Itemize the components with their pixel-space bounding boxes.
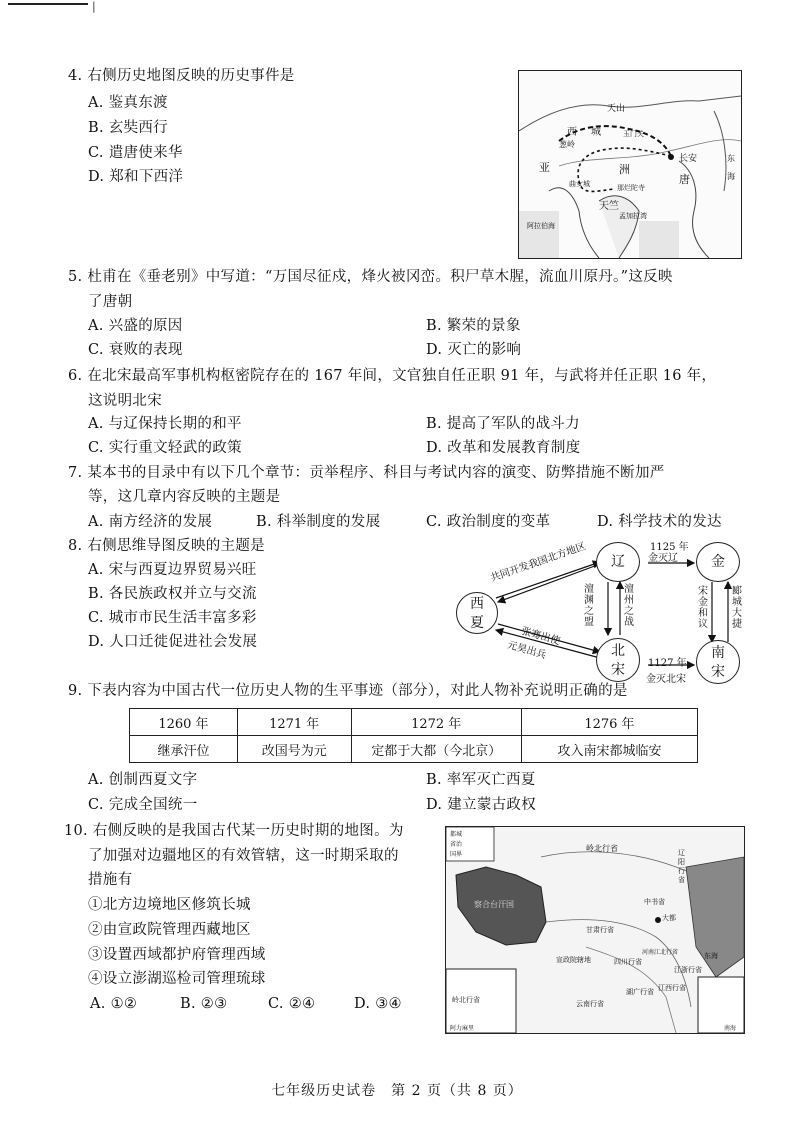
q4-stem: 4. 右侧历史地图反映的历史事件是 xyxy=(68,68,295,84)
q10-map-dadu: 大都 xyxy=(662,914,676,922)
q9-option-a: A. 创制西夏文字 xyxy=(88,772,198,788)
q8-node-beisong-label-2: 宋 xyxy=(611,662,625,678)
q8-edge-yancheng: 郾城大捷 xyxy=(732,586,742,630)
q8-edge-1127: 1127 年 xyxy=(648,658,687,669)
q8-option-b: B. 各民族政权并立与交流 xyxy=(88,586,257,602)
header-rule xyxy=(8,3,88,5)
q7-stem-line2: 等，这几章内容反映的主题是 xyxy=(88,489,281,505)
q4-map-label-changan: 长安 xyxy=(679,154,698,164)
q9-year-1276: 1276 年 xyxy=(521,709,697,736)
q4-option-a: A. 鉴真东渡 xyxy=(88,95,168,111)
q6-option-d: D. 改革和发展教育制度 xyxy=(426,440,581,456)
q6-stem-line1: 6. 在北宋最高军事机构枢密院存在的 167 年间，文官独自任正职 91 年，与武将并任正职 16 年， xyxy=(68,368,717,384)
q5-stem-line1: 5. 杜甫在《垂老别》中写道：“万国尽征戍，烽火被冈峦。积尸草木腥，流血川原丹。”这反映 xyxy=(68,269,673,285)
q4-map-label-hai: 海 xyxy=(727,172,735,181)
q10-option-d: D. ③④ xyxy=(354,996,402,1012)
q9-year-1272: 1272 年 xyxy=(351,709,521,736)
q9-table-row-years xyxy=(130,709,698,736)
q10-legend-capital: 都城 xyxy=(450,831,463,838)
q7-option-b: B. 科举制度的发展 xyxy=(256,514,381,530)
q4-map-label-ya: 亚 xyxy=(539,161,550,174)
q9-table xyxy=(129,708,698,763)
q4-map-label-qunvcheng: 曲女城 xyxy=(569,180,590,188)
q4-map-label-tianshan: 天山 xyxy=(607,104,626,114)
q10-map-jiangzhe: 江浙行省 xyxy=(674,966,702,974)
q10-map-zhongshu: 中书省 xyxy=(644,898,665,906)
q10-legend-provincial: 省治 xyxy=(450,841,463,848)
q10-yuan-map xyxy=(445,826,745,1034)
q8-node-beisong-label-1: 北 xyxy=(611,643,625,659)
q10-map-henan: 河南江北行省 xyxy=(642,949,679,956)
q10-map-lingbei: 岭北行省 xyxy=(586,844,618,853)
q8-node-nansong xyxy=(696,640,740,684)
q8-node-jin-label: 金 xyxy=(711,554,725,570)
q4-option-c: C. 遣唐使来华 xyxy=(88,145,183,161)
q9-year-1271: 1271 年 xyxy=(237,709,351,736)
q7-option-a: A. 南方经济的发展 xyxy=(88,514,213,530)
q9-option-c: C. 完成全国统一 xyxy=(88,797,198,813)
q9-option-d: D. 建立蒙古政权 xyxy=(426,797,537,813)
q8-edge-chanzhou: 澶州之战 xyxy=(624,584,634,628)
q4-map-label-nalantuo: 那烂陀寺 xyxy=(617,184,645,192)
q10-map-huguang: 湖广行省 xyxy=(626,988,654,996)
q8-option-c: C. 城市市民生活丰富多彩 xyxy=(88,610,257,626)
q10-map-xuanzhengyuan: 宣政院辖地 xyxy=(556,956,591,964)
q10-map-alimali: 阿力麻里 xyxy=(450,1025,475,1032)
q10-option-a: A. ①② xyxy=(90,996,138,1012)
q8-edge-songjin: 宋金和议 xyxy=(698,586,708,630)
q10-map-nanhai: 南海 xyxy=(724,1025,737,1032)
header-mark: | xyxy=(92,0,96,13)
q10-item-4: ④设立澎湖巡检司管理琉球 xyxy=(88,971,266,987)
q10-map-donghai: 东海 xyxy=(704,952,718,960)
q8-node-xixia xyxy=(456,592,498,634)
q8-option-a: A. 宋与西夏边界贸易兴旺 xyxy=(88,562,257,578)
q10-map-sichuan: 四川行省 xyxy=(614,958,642,966)
q9-option-b: B. 率军灭亡西夏 xyxy=(426,772,536,788)
q4-map-label-zhou: 洲 xyxy=(619,163,630,176)
q10-map-inset-lingbei: 岭北行省 xyxy=(452,996,480,1004)
q8-node-liao-label: 辽 xyxy=(611,554,625,570)
q6-option-b: B. 提高了军队的战斗力 xyxy=(426,416,580,432)
q5-stem-line2: 了唐朝 xyxy=(88,294,133,310)
q6-stem-line2: 这说明北宋 xyxy=(88,393,162,409)
q8-option-d: D. 人口迁徙促进社会发展 xyxy=(88,634,258,650)
q10-map-yunnan: 云南行省 xyxy=(576,1000,604,1008)
q10-item-2: ②由宣政院管理西藏地区 xyxy=(88,922,251,938)
q8-edge-jin-mie-beisong: 金灭北宋 xyxy=(646,674,686,685)
q7-option-d: D. 科学技术的发达 xyxy=(597,514,722,530)
q9-event-4: 攻入南宋都城临安 xyxy=(521,736,697,763)
q7-stem-line1: 7. 某本书的目录中有以下几个章节：贡举程序、科目与考试内容的演变、防弊措施不断加严 xyxy=(68,465,665,481)
q8-edge-gongtong: 共同开发我国北方地区 xyxy=(489,541,588,585)
q4-map-label-xi: 西 xyxy=(567,127,577,138)
q9-event-3: 定都于大都（今北京） xyxy=(351,736,521,763)
q8-edge-zhangxian: 张骞出使 xyxy=(519,625,562,648)
q10-map-chagatai: 察合台汗国 xyxy=(474,900,514,909)
q4-map-label-yumenguan: 玉门关 xyxy=(623,130,644,138)
q9-stem: 9. 下表内容为中国古代一位历史人物的生平事迹（部分），对此人物补充说明正确的是 xyxy=(68,683,628,699)
q10-map-liaoyang: 辽阳行省 xyxy=(678,849,685,884)
q7-option-c: C. 政治制度的变革 xyxy=(426,514,551,530)
q6-option-c: C. 实行重文轻武的政策 xyxy=(88,440,242,456)
q4-map-label-mengjiala: 孟加拉湾 xyxy=(619,212,647,220)
q10-stem-line1: 10. 右侧反映的是我国古代某一历史时期的地图。为 xyxy=(64,823,404,839)
q8-edge-jin-mie-liao: 金灭辽 xyxy=(648,553,678,564)
q10-legend-border: 国界 xyxy=(450,851,463,858)
q4-map-label-tang: 唐 xyxy=(679,173,690,186)
q4-xuanzang-map xyxy=(518,70,742,259)
q8-node-xixia-label-1: 西 xyxy=(470,596,484,612)
q5-option-b: B. 繁荣的景象 xyxy=(426,318,521,334)
q10-option-b: B. ②③ xyxy=(180,996,228,1012)
q4-map-label-alabo: 阿拉伯海 xyxy=(527,222,555,230)
q8-node-nansong-label-1: 南 xyxy=(711,645,725,661)
q8-stem: 8. 右侧思维导图反映的主题是 xyxy=(68,538,265,554)
q10-stem-line2: 了加强对边疆地区的有效管辖，这一时期采取的 xyxy=(88,848,399,864)
q6-option-a: A. 与辽保持长期的和平 xyxy=(88,416,242,432)
q4-map-label-dong: 东 xyxy=(727,154,735,163)
q8-edge-1125: 1125 年 xyxy=(650,542,689,553)
q8-edge-chanyuan: 澶渊之盟 xyxy=(584,584,594,628)
q10-item-3: ③设置西域都护府管理西域 xyxy=(88,947,266,963)
q4-option-b: B. 玄奘西行 xyxy=(88,120,168,136)
q9-event-2: 改国号为元 xyxy=(237,736,351,763)
q10-map-jiangxi: 江西行省 xyxy=(658,984,686,992)
q9-event-1: 继承汗位 xyxy=(130,736,238,763)
q8-node-xixia-label-2: 夏 xyxy=(470,615,484,631)
q5-option-d: D. 灭亡的影响 xyxy=(426,342,522,358)
q4-option-d: D. 郑和下西洋 xyxy=(88,169,184,185)
q8-edge-yuanhao: 元昊出兵 xyxy=(505,639,548,662)
q4-map-label-cheng: 城 xyxy=(591,127,601,138)
q9-table-row-events xyxy=(130,736,698,763)
q10-option-c: C. ②④ xyxy=(268,996,316,1012)
q10-map-gansu: 甘肃行省 xyxy=(586,926,614,934)
q8-node-beisong xyxy=(596,638,640,682)
q8-mind-map xyxy=(450,540,750,690)
q8-node-jin xyxy=(696,542,740,582)
q10-stem-line3: 措施有 xyxy=(88,872,133,888)
q5-option-c: C. 衰败的表现 xyxy=(88,342,183,358)
q5-option-a: A. 兴盛的原因 xyxy=(88,318,183,334)
q9-year-1260: 1260 年 xyxy=(130,709,238,736)
page-footer: 七年级历史试卷 第 2 页（共 8 页） xyxy=(271,1083,523,1099)
q8-node-nansong-label-2: 宋 xyxy=(711,664,725,680)
q4-map-label-tianzhu: 天竺 xyxy=(599,201,619,212)
q10-item-1: ①北方边境地区修筑长城 xyxy=(88,897,251,913)
q8-node-liao xyxy=(596,542,640,582)
q4-map-label-congling: 葱岭 xyxy=(559,140,575,149)
